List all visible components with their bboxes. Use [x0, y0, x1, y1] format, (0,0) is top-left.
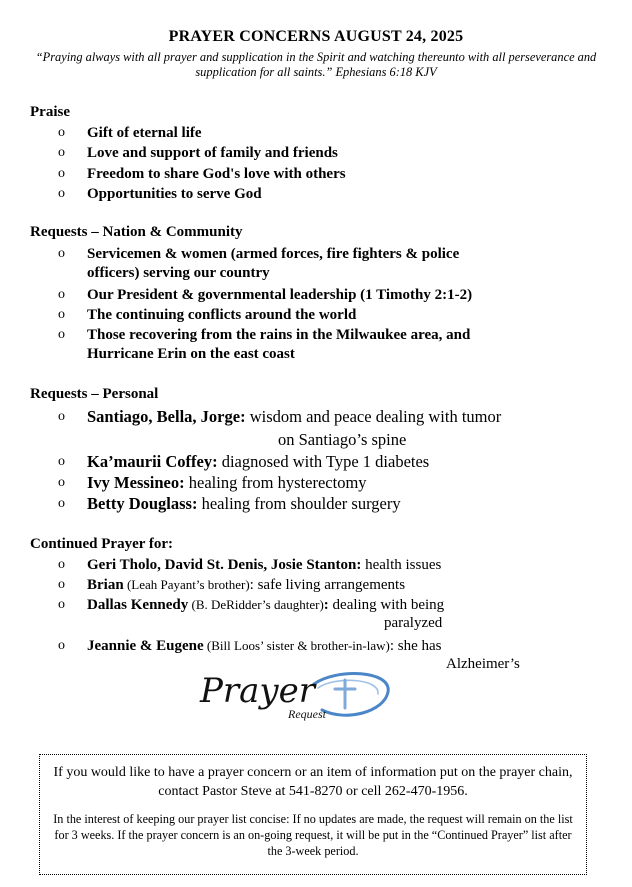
bullet: o [58, 246, 65, 261]
praise-heading: Praise [30, 104, 70, 120]
person-name: Ka’maurii Coffey: [87, 452, 218, 471]
person-detail: healing from hysterectomy [184, 473, 367, 492]
heart-swoosh-inner-icon [318, 680, 378, 694]
person-name: Santiago, Bella, Jorge: [87, 407, 246, 426]
bullet: o [58, 327, 65, 342]
person-relation: (Leah Payant’s brother) [123, 577, 250, 592]
person-name: Betty Douglass: [87, 494, 198, 513]
person-detail: health issues [361, 557, 442, 573]
person-name: Brian [87, 577, 124, 593]
nation-heading: Requests – Nation & Community [30, 224, 243, 240]
info-contact-text: If you would like to have a prayer concern or an item of information put on the prayer chain, contact Pastor Steve at 541-8270 or cell 262-470-1956. [53, 765, 573, 799]
prayer-request-logo [196, 666, 396, 726]
person-relation: (B. DeRidder’s daughter) [188, 597, 324, 612]
personal-heading: Requests – Personal [30, 386, 159, 402]
cross-icon [335, 680, 355, 708]
person-detail-cont: on Santiago’s spine [278, 430, 407, 449]
bullet: o [58, 409, 65, 424]
person-detail: wisdom and peace dealing with tumor [245, 407, 502, 426]
person-name: Ivy Messineo: [87, 473, 185, 492]
bullet: o [58, 597, 65, 612]
bullet: o [58, 145, 65, 160]
person-name: Jeannie & Eugene [87, 638, 204, 654]
bullet: o [58, 125, 65, 140]
bullet: o [58, 287, 65, 302]
praise-item: Gift of eternal life [87, 125, 202, 141]
person-name: Geri Tholo, David St. Denis, Josie Stanton: [87, 557, 362, 573]
bullet: o [58, 557, 65, 572]
info-box [39, 754, 587, 875]
logo-sub: Request [288, 707, 326, 721]
bullet: o [58, 577, 65, 592]
praise-item: Opportunities to serve God [87, 186, 262, 202]
person-detail: diagnosed with Type 1 diabetes [217, 452, 430, 471]
nation-item: The continuing conflicts around the world [87, 307, 357, 323]
nation-item: Our President & governmental leadership (1 Timothy 2:1-2) [87, 287, 473, 303]
person-name: Dallas Kennedy [87, 597, 189, 613]
scripture-verse: “Praying always with all prayer and supplication in the Spirit and watching thereunto with all perseverance and supplication for all saints.” Ephesians 6:18 KJV [35, 50, 597, 79]
continued-heading: Continued Prayer for: [30, 536, 174, 552]
praise-item: Freedom to share God's love with others [87, 166, 346, 182]
person-detail: dealing with being [328, 597, 445, 613]
page-title: PRAYER CONCERNS AUGUST 24, 2025 [168, 28, 464, 45]
bullet: o [58, 186, 65, 201]
bullet: o [58, 638, 65, 653]
bullet: o [58, 307, 65, 322]
bullet: o [58, 166, 65, 181]
bullet: o [58, 496, 65, 511]
nation-item-line: Those recovering from the rains in the Milwaukee area, and [87, 327, 471, 343]
nation-item-line: Hurricane Erin on the east coast [87, 346, 295, 362]
person-detail-cont: Alzheimer’s [446, 656, 520, 672]
bullet: o [58, 475, 65, 490]
praise-item: Love and support of family and friends [87, 145, 338, 161]
person-detail-cont: paralyzed [384, 615, 443, 631]
bullet: o [58, 454, 65, 469]
person-detail: : safe living arrangements [249, 577, 406, 593]
logo-word: Prayer [200, 671, 315, 711]
person-detail: : she has [389, 638, 442, 654]
info-policy-text: In the interest of keeping our prayer list concise: If no updates are made, the request will remain on the list for 3 weeks. If the prayer concern is an on-going request, it will be put in the “Continued Prayer” list after the 3-week period. [53, 812, 573, 858]
colon: : [323, 597, 329, 613]
person-detail: healing from shoulder surgery [197, 494, 401, 513]
nation-item-line: Servicemen & women (armed forces, fire fighters & police [87, 246, 460, 262]
nation-item-line: officers) serving our country [87, 265, 270, 281]
person-relation: (Bill Loos’ sister & brother-in-law) [203, 638, 390, 653]
